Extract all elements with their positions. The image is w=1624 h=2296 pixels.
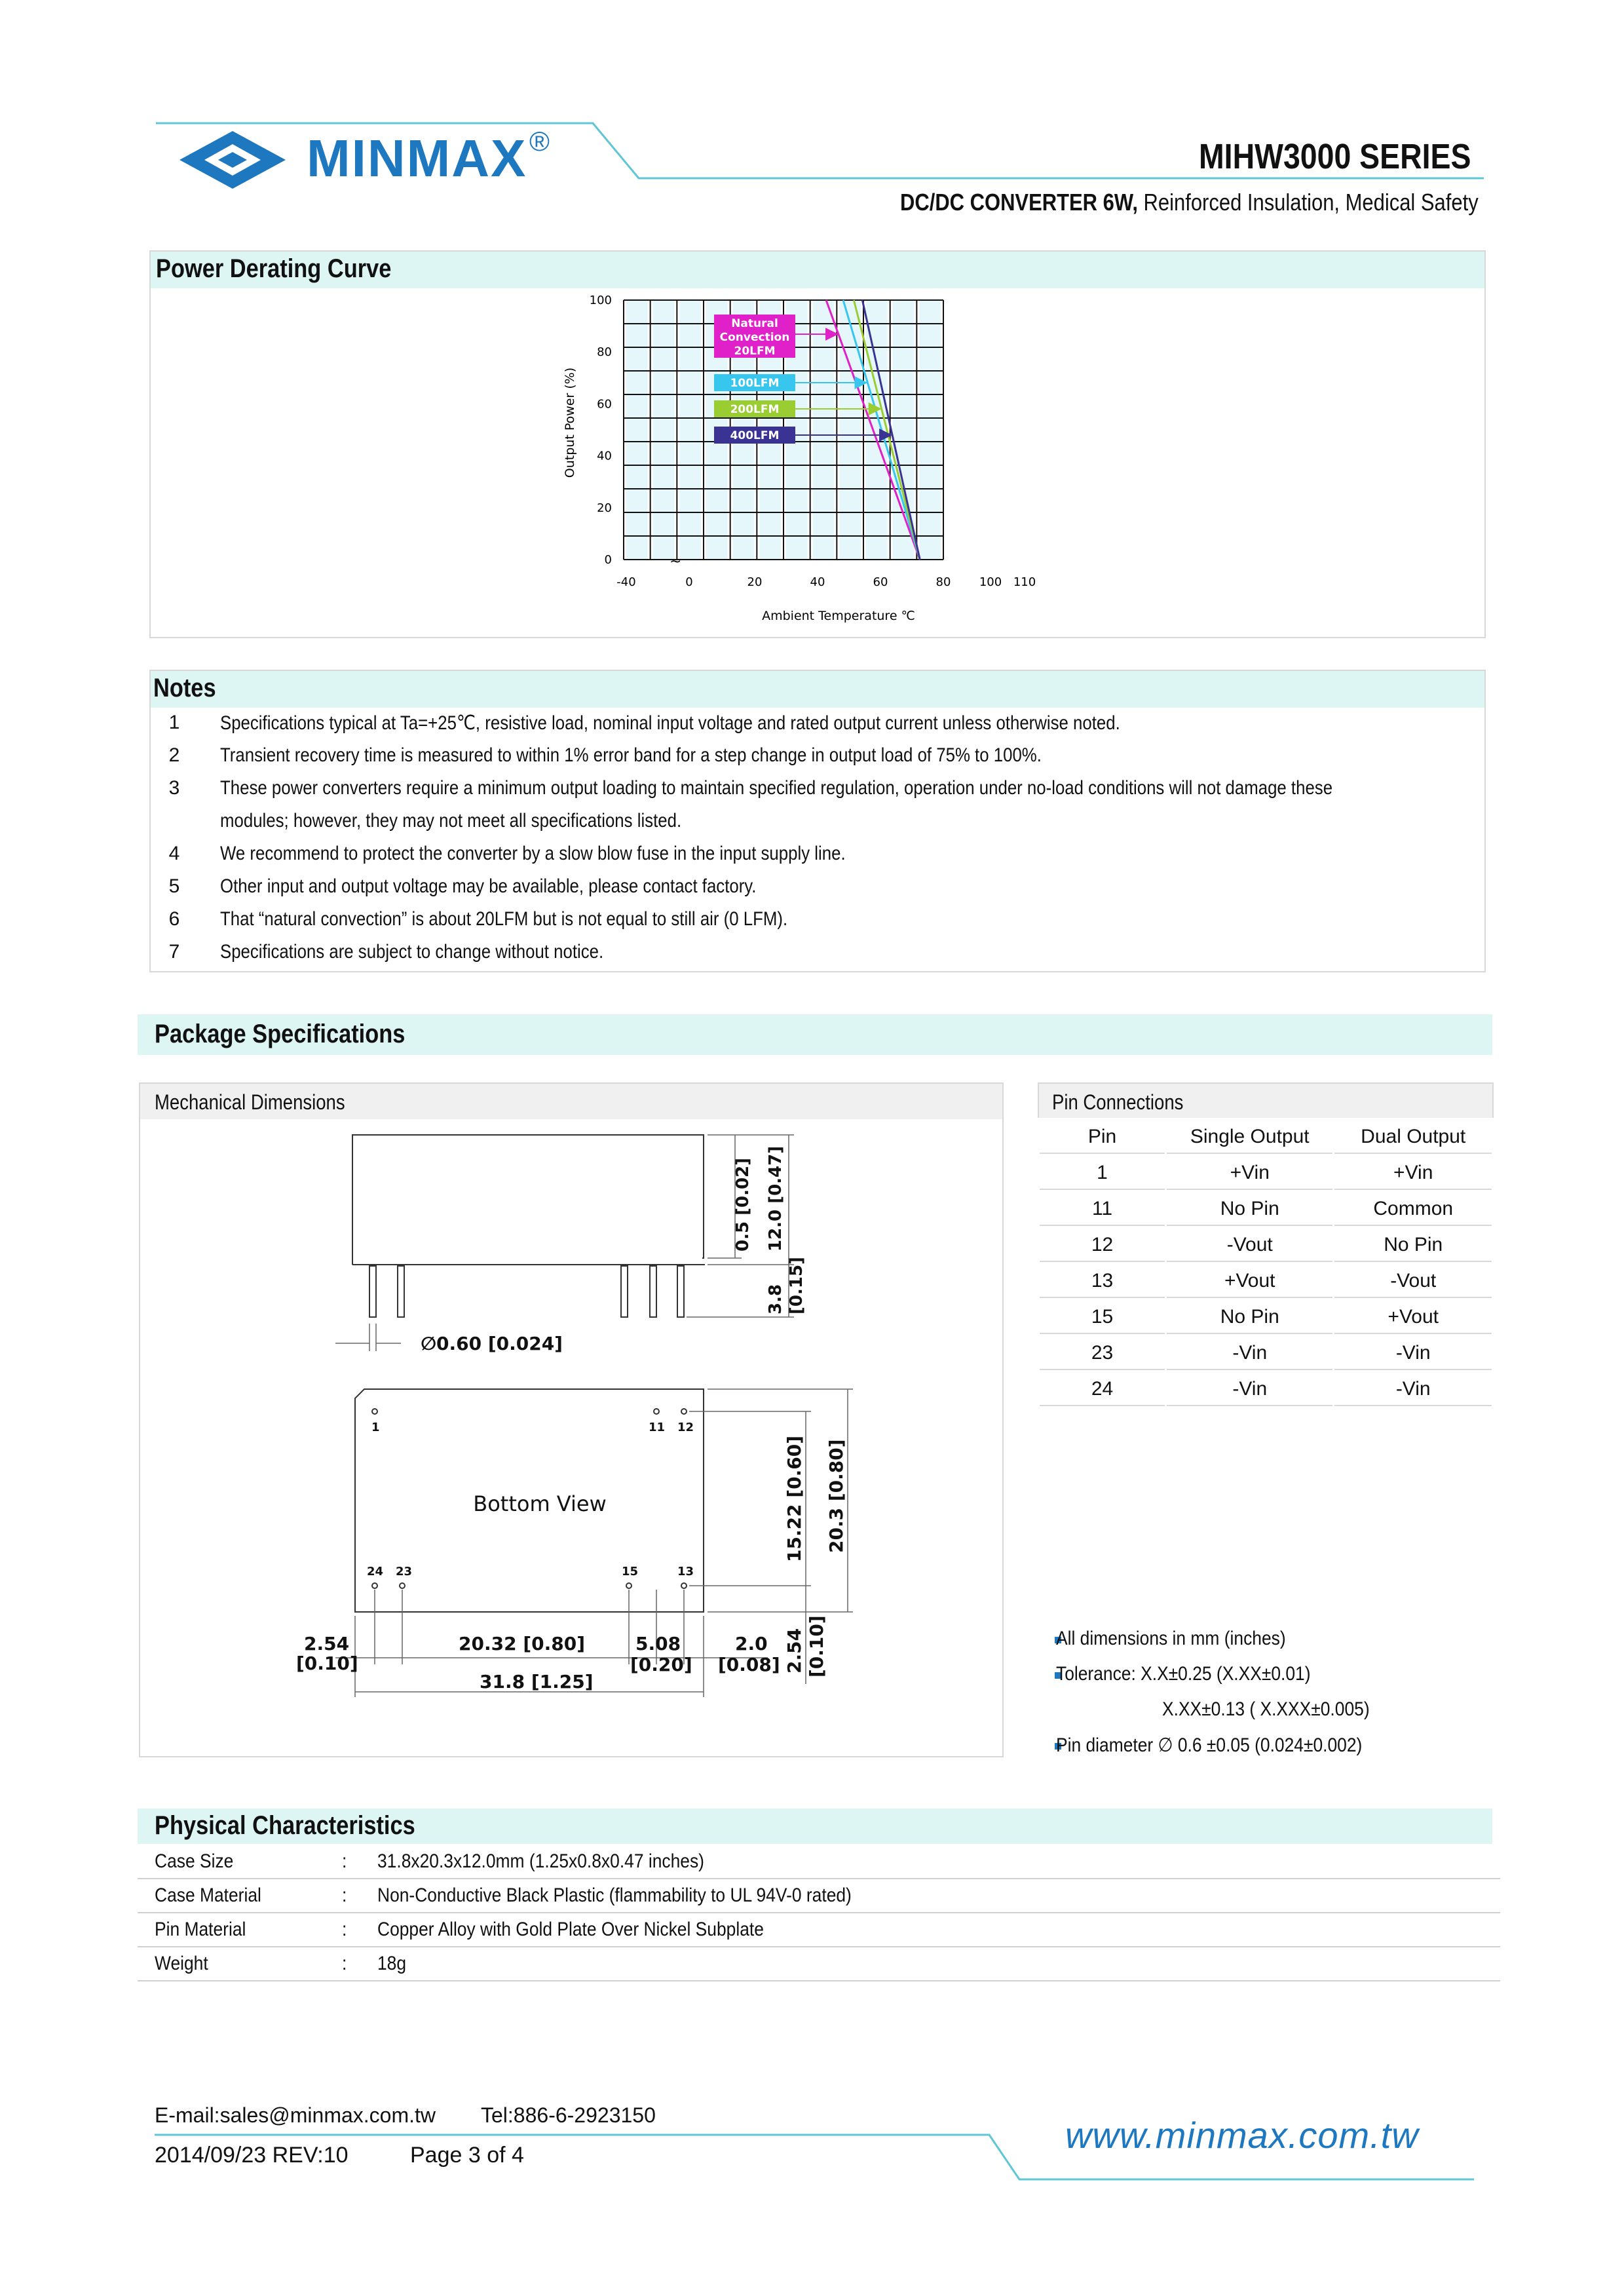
pin-row xyxy=(1039,1371,1493,1407)
plot-stripe xyxy=(626,300,648,560)
dual-col-header: Dual Output xyxy=(1334,1119,1493,1155)
dim-pin-edge-a: 2.54 xyxy=(784,1628,805,1674)
y-tick-label: 80 xyxy=(597,345,612,360)
dim-note-pin-diameter: Pin diameter ∅ 0.6 ±0.05 (0.024±0.002) xyxy=(1056,1734,1363,1756)
note-text: modules; however, they may not meet all specifications listed. xyxy=(220,810,682,832)
dim-note-units: All dimensions in mm (inches) xyxy=(1056,1628,1286,1649)
dim-pitch-b: 5.08 xyxy=(635,1633,681,1655)
dual-cell: -Vout xyxy=(1334,1263,1493,1299)
dim-pin-length-in: [0.15] xyxy=(787,1257,806,1314)
mechanical-drawing xyxy=(139,1120,1004,1750)
single-col-header: Single Output xyxy=(1166,1119,1334,1155)
x-tick-label: 40 xyxy=(810,575,825,589)
dim-case-width: 20.3 [0.80] xyxy=(825,1439,847,1553)
plot-stripe xyxy=(679,300,701,560)
y-tick-label: 60 xyxy=(597,397,612,411)
physical-row xyxy=(138,1844,1500,1879)
single-cell: -Vin xyxy=(1166,1371,1334,1407)
legend-label: 100LFM xyxy=(730,377,780,390)
dim-case-length: 31.8 [1.25] xyxy=(480,1671,594,1693)
single-cell: +Vin xyxy=(1166,1155,1334,1191)
physical-sep: : xyxy=(342,1885,347,1906)
legend-label: Natural xyxy=(731,317,778,330)
dim-pitch-b-in: [0.20] xyxy=(630,1654,692,1675)
bottom-view-label: Bottom View xyxy=(473,1491,607,1516)
derating-chart xyxy=(550,288,1101,636)
pin-label-13: 13 xyxy=(677,1565,694,1578)
notes-list xyxy=(161,712,1471,974)
dim-edge-offset-in: [0.08] xyxy=(718,1654,780,1675)
physical-label: Weight xyxy=(155,1953,208,1974)
note-number: 4 xyxy=(168,843,180,864)
single-cell: No Pin xyxy=(1166,1191,1334,1227)
dim-pin-edge-a-in: [0.10] xyxy=(806,1615,827,1677)
x-tick-label: 110 xyxy=(1013,575,1036,589)
physical-value: Copper Alloy with Gold Plate Over Nickel Subplate xyxy=(377,1919,764,1940)
note-text: Specifications typical at Ta=+25℃, resistive load, nominal input voltage and rated output current unless otherwise noted. xyxy=(220,712,1120,734)
package-header xyxy=(138,1014,1492,1055)
pin-label-12: 12 xyxy=(677,1421,694,1434)
physical-title: Physical Characteristics xyxy=(155,1811,415,1840)
pin-cell: 11 xyxy=(1039,1191,1166,1227)
minmax-logo-icon xyxy=(177,128,288,191)
pin-cell: 1 xyxy=(1039,1155,1166,1191)
pin-label-1: 1 xyxy=(371,1421,380,1434)
brand-name: MINMAX xyxy=(307,129,527,187)
legend-label: 200LFM xyxy=(730,403,780,416)
dual-cell: -Vin xyxy=(1334,1371,1493,1407)
pin-row xyxy=(1039,1335,1493,1371)
dim-note-tolerance: Tolerance: X.X±0.25 (X.XX±0.01) xyxy=(1056,1663,1311,1685)
x-tick-label: -40 xyxy=(616,575,636,589)
pin-cell: 12 xyxy=(1039,1227,1166,1263)
single-cell: -Vout xyxy=(1166,1227,1334,1263)
plot-stripe xyxy=(839,300,861,560)
footer-page: Page 3 of 4 xyxy=(410,2143,524,2168)
header-subtitle xyxy=(900,189,1479,216)
physical-value: Non-Conductive Black Plastic (flammability to UL 94V-0 rated) xyxy=(377,1885,852,1906)
note-text: Transient recovery time is measured to within 1% error band for a step change in output load of 75% to 100%. xyxy=(220,744,1042,766)
plot-stripe xyxy=(866,300,888,560)
note-number: 6 xyxy=(168,908,180,930)
notes-header xyxy=(151,671,1484,708)
y-tick-label: 20 xyxy=(597,501,612,515)
note-number: 1 xyxy=(168,712,180,733)
dim-pitch-a: 2.54 xyxy=(304,1633,350,1655)
pin-table-header xyxy=(1039,1119,1493,1155)
pin-table xyxy=(1038,1118,1494,1408)
dim-height: 12.0 [0.47] xyxy=(766,1145,785,1252)
y-tick-label: 100 xyxy=(589,294,612,307)
dual-cell: Common xyxy=(1334,1191,1493,1227)
pin-label-24: 24 xyxy=(367,1565,384,1578)
y-axis-label: Output Power (%) xyxy=(563,367,577,478)
dim-pin-length: 3.8 xyxy=(766,1284,785,1314)
plot-stripe xyxy=(813,300,835,560)
pin-row xyxy=(1039,1191,1493,1227)
x-axis-label: Ambient Temperature ℃ xyxy=(762,609,915,623)
single-cell: +Vout xyxy=(1166,1263,1334,1299)
physical-row xyxy=(138,1946,1500,1981)
pin-row xyxy=(1039,1227,1493,1263)
dim-pin-row-span: 20.32 [0.80] xyxy=(459,1633,585,1655)
footer-email[interactable]: E-mail:sales@minmax.com.tw xyxy=(155,2103,436,2127)
x-tick-label: 100 xyxy=(979,575,1002,589)
footer-date-rev: 2014/09/23 REV:10 xyxy=(155,2143,349,2168)
y-tick-label: 0 xyxy=(604,553,612,567)
note-text: Other input and output voltage may be available, please contact factory. xyxy=(220,875,757,897)
derating-header xyxy=(151,252,1484,288)
dim-pin-diameter: ∅0.60 [0.024] xyxy=(421,1333,563,1354)
note-text: That “natural convection” is about 20LFM but is not equal to still air (0 LFM). xyxy=(220,908,788,930)
axis-break-mark: ~ xyxy=(670,554,682,570)
x-tick-label: 20 xyxy=(747,575,763,589)
y-tick-label: 40 xyxy=(597,449,612,463)
x-tick-label: 60 xyxy=(873,575,888,589)
note-text: These power converters require a minimum output loading to maintain specified regulation, operation under no-load conditions will not damage these xyxy=(220,777,1333,799)
physical-label: Pin Material xyxy=(155,1919,246,1940)
physical-row xyxy=(138,1878,1500,1913)
pin-title: Pin Connections xyxy=(1052,1090,1184,1114)
pin-label-15: 15 xyxy=(622,1565,639,1578)
pin-row xyxy=(1039,1263,1493,1299)
physical-table xyxy=(138,1844,1494,1988)
dim-pin-span-vertical: 15.22 [0.60] xyxy=(784,1436,805,1562)
legend-label: 400LFM xyxy=(730,429,780,442)
physical-row xyxy=(138,1912,1500,1947)
subtitle-rest: Reinforced Insulation, Medical Safety xyxy=(1137,189,1479,216)
series-title: MIHW3000 SERIES xyxy=(1199,137,1471,176)
x-tick-label: 0 xyxy=(685,575,693,589)
plot-stripe xyxy=(919,300,941,560)
note-text: We recommend to protect the converter by a slow blow fuse in the input supply line. xyxy=(220,843,846,864)
legend-label: Convection xyxy=(719,331,790,344)
pin-cell: 24 xyxy=(1039,1371,1166,1407)
pin-col-header: Pin xyxy=(1039,1119,1166,1155)
dual-cell: +Vin xyxy=(1334,1155,1493,1191)
physical-sep: : xyxy=(342,1953,347,1974)
package-title: Package Specifications xyxy=(155,1020,406,1048)
dim-note-tolerance-2: X.XX±0.13 ( X.XXX±0.005) xyxy=(1162,1698,1370,1720)
dim-edge-offset: 2.0 xyxy=(735,1633,768,1655)
pin-row xyxy=(1039,1299,1493,1335)
derating-title: Power Derating Curve xyxy=(156,254,392,283)
single-cell: -Vin xyxy=(1166,1335,1334,1371)
dual-cell: No Pin xyxy=(1334,1227,1493,1263)
legend-label: 20LFM xyxy=(734,345,776,358)
registered-mark: ® xyxy=(529,126,550,157)
dim-half-mm: 0.5 [0.02] xyxy=(733,1157,753,1252)
physical-header xyxy=(138,1808,1492,1844)
pin-cell: 15 xyxy=(1039,1299,1166,1335)
single-cell: No Pin xyxy=(1166,1299,1334,1335)
note-number: 2 xyxy=(168,744,180,766)
physical-label: Case Size xyxy=(155,1850,234,1872)
pin-label-23: 23 xyxy=(396,1565,413,1578)
physical-sep: : xyxy=(342,1919,347,1940)
pin-cell: 23 xyxy=(1039,1335,1166,1371)
note-number: 7 xyxy=(168,941,180,963)
footer-tel: Tel:886-6-2923150 xyxy=(481,2103,656,2127)
mech-title: Mechanical Dimensions xyxy=(155,1090,345,1114)
x-tick-label: 80 xyxy=(935,575,951,589)
plot-stripe xyxy=(653,300,675,560)
subtitle-bold: DC/DC CONVERTER 6W, xyxy=(900,189,1138,216)
pin-row xyxy=(1039,1155,1493,1191)
pin-cell: 13 xyxy=(1039,1263,1166,1299)
dual-cell: +Vout xyxy=(1334,1299,1493,1335)
note-number: 5 xyxy=(168,875,180,897)
physical-value: 31.8x20.3x12.0mm (1.25x0.8x0.47 inches) xyxy=(377,1850,704,1872)
footer-website[interactable]: www.minmax.com.tw xyxy=(1065,2114,1419,2156)
note-number: 3 xyxy=(168,777,180,799)
notes-title: Notes xyxy=(153,674,216,702)
note-text: Specifications are subject to change without notice. xyxy=(220,941,604,963)
dual-cell: -Vin xyxy=(1334,1335,1493,1371)
pin-label-11: 11 xyxy=(649,1421,666,1434)
dim-pitch-a-in: [0.10] xyxy=(296,1653,358,1674)
physical-label: Case Material xyxy=(155,1885,261,1906)
physical-sep: : xyxy=(342,1850,347,1872)
physical-value: 18g xyxy=(377,1953,407,1974)
